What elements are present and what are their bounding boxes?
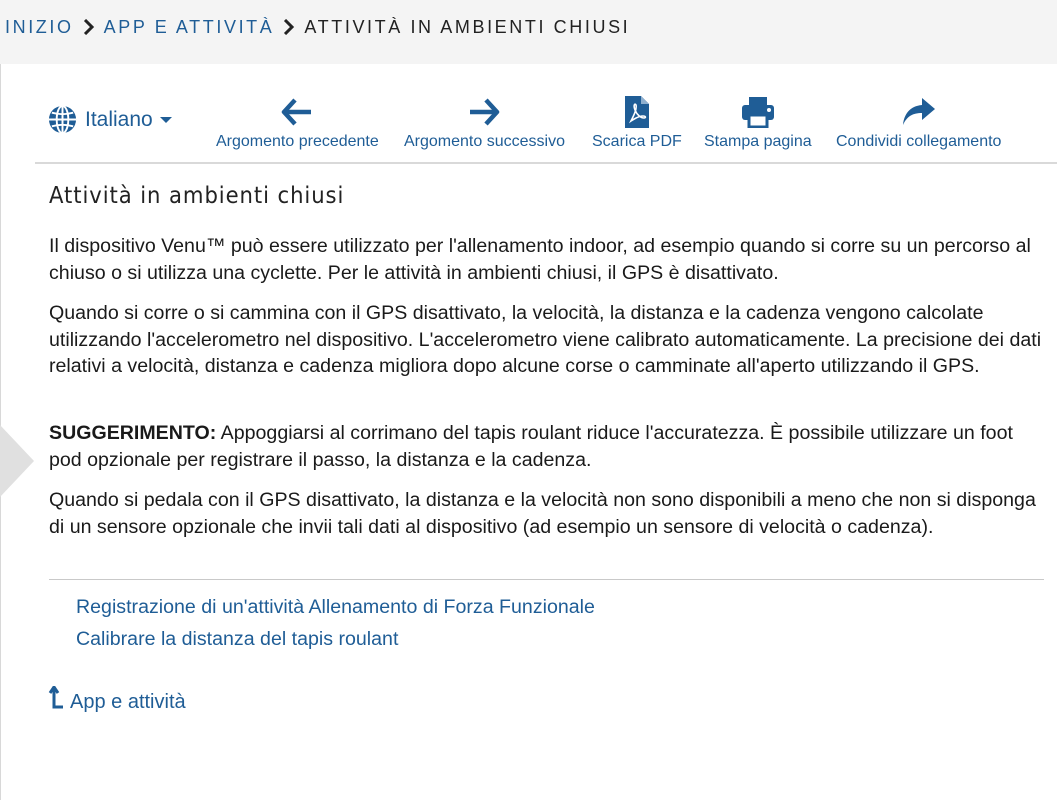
parent-topic-link[interactable] <box>48 686 186 714</box>
caret-down-icon <box>160 117 172 123</box>
previous-topic-label: Argomento precedente <box>216 133 379 150</box>
related-link-strength-training[interactable]: Registrazione di un'attività Allenamento di Forza Funzionale <box>76 596 595 618</box>
next-topic-button[interactable] <box>404 94 565 151</box>
chevron-right-icon <box>74 17 104 38</box>
paragraph-cycling: Quando si pedala con il GPS disattivato, la distanza e la velocità non sono disponibili a meno che non si disponga di un sensore opzionale che invii tali dati al dispositivo (ad esempio un sensore di velocità o cadenza). <box>49 489 1036 538</box>
breadcrumb-current: ATTIVITÀ IN AMBIENTI CHIUSI <box>304 17 631 37</box>
globe-icon <box>47 104 78 135</box>
breadcrumb-app-e-attivita[interactable]: APP E ATTIVITÀ <box>103 17 275 37</box>
content-divider <box>49 579 1044 580</box>
tip-label: SUGGERIMENTO: <box>49 422 217 444</box>
tip-text: Appoggiarsi al corrimano del tapis roulant riduce l'accuratezza. È possibile utilizzare un foot pod opzionale per registrare il passo, la distanza e la cadenza. <box>49 422 1013 471</box>
previous-topic-button[interactable] <box>216 94 379 151</box>
print-page-label: Stampa pagina <box>704 133 812 150</box>
toolbar-divider <box>35 162 1057 164</box>
next-topic-label: Argomento successivo <box>404 133 565 150</box>
paragraph-intro: Il dispositivo Venu™ può essere utilizzato per l'allenamento indoor, ad esempio quando si corre su un percorso al chiuso o si utilizza una cyclette. Per le attività in ambienti chiusi, il GPS è disattivato. <box>49 235 1031 284</box>
print-page-button[interactable] <box>704 94 812 151</box>
parent-topic-label: App e attività <box>70 691 186 713</box>
arrow-right-icon <box>468 94 500 130</box>
share-arrow-icon <box>902 94 936 130</box>
share-link-button[interactable] <box>836 94 1001 151</box>
language-selector[interactable] <box>47 104 172 135</box>
side-navigation-arrow[interactable] <box>0 425 34 497</box>
toolbar <box>0 64 1057 164</box>
breadcrumb-home[interactable]: INIZIO <box>5 17 74 37</box>
arrow-up-return-icon <box>48 686 64 710</box>
paragraph-accelerometer: Quando si corre o si cammina con il GPS disattivato, la velocità, la distanza e la cadenza vengono calcolate utilizzando l'accelerometro nel dispositivo. L'accelerometro viene calibrato automaticamente. La precisione dei dati relativi a velocità, distanza e cadenza migliora dopo alcune corse o camminate all'aperto utilizzando il GPS. <box>49 302 1042 377</box>
top-breadcrumb-bar <box>0 0 1057 64</box>
pdf-file-icon <box>624 94 650 130</box>
share-link-label: Condividi collegamento <box>836 133 1002 150</box>
download-pdf-label: Scarica PDF <box>592 133 682 150</box>
arrow-left-icon <box>281 94 313 130</box>
chevron-right-icon <box>274 17 304 38</box>
related-link-treadmill-calibration[interactable]: Calibrare la distanza del tapis roulant <box>76 628 399 650</box>
tip-paragraph <box>49 420 1049 473</box>
page-title: Attività in ambienti chiusi <box>49 183 345 209</box>
download-pdf-button[interactable] <box>592 94 682 151</box>
breadcrumb <box>5 17 630 38</box>
language-label: Italiano <box>85 107 153 131</box>
printer-icon <box>741 94 775 130</box>
